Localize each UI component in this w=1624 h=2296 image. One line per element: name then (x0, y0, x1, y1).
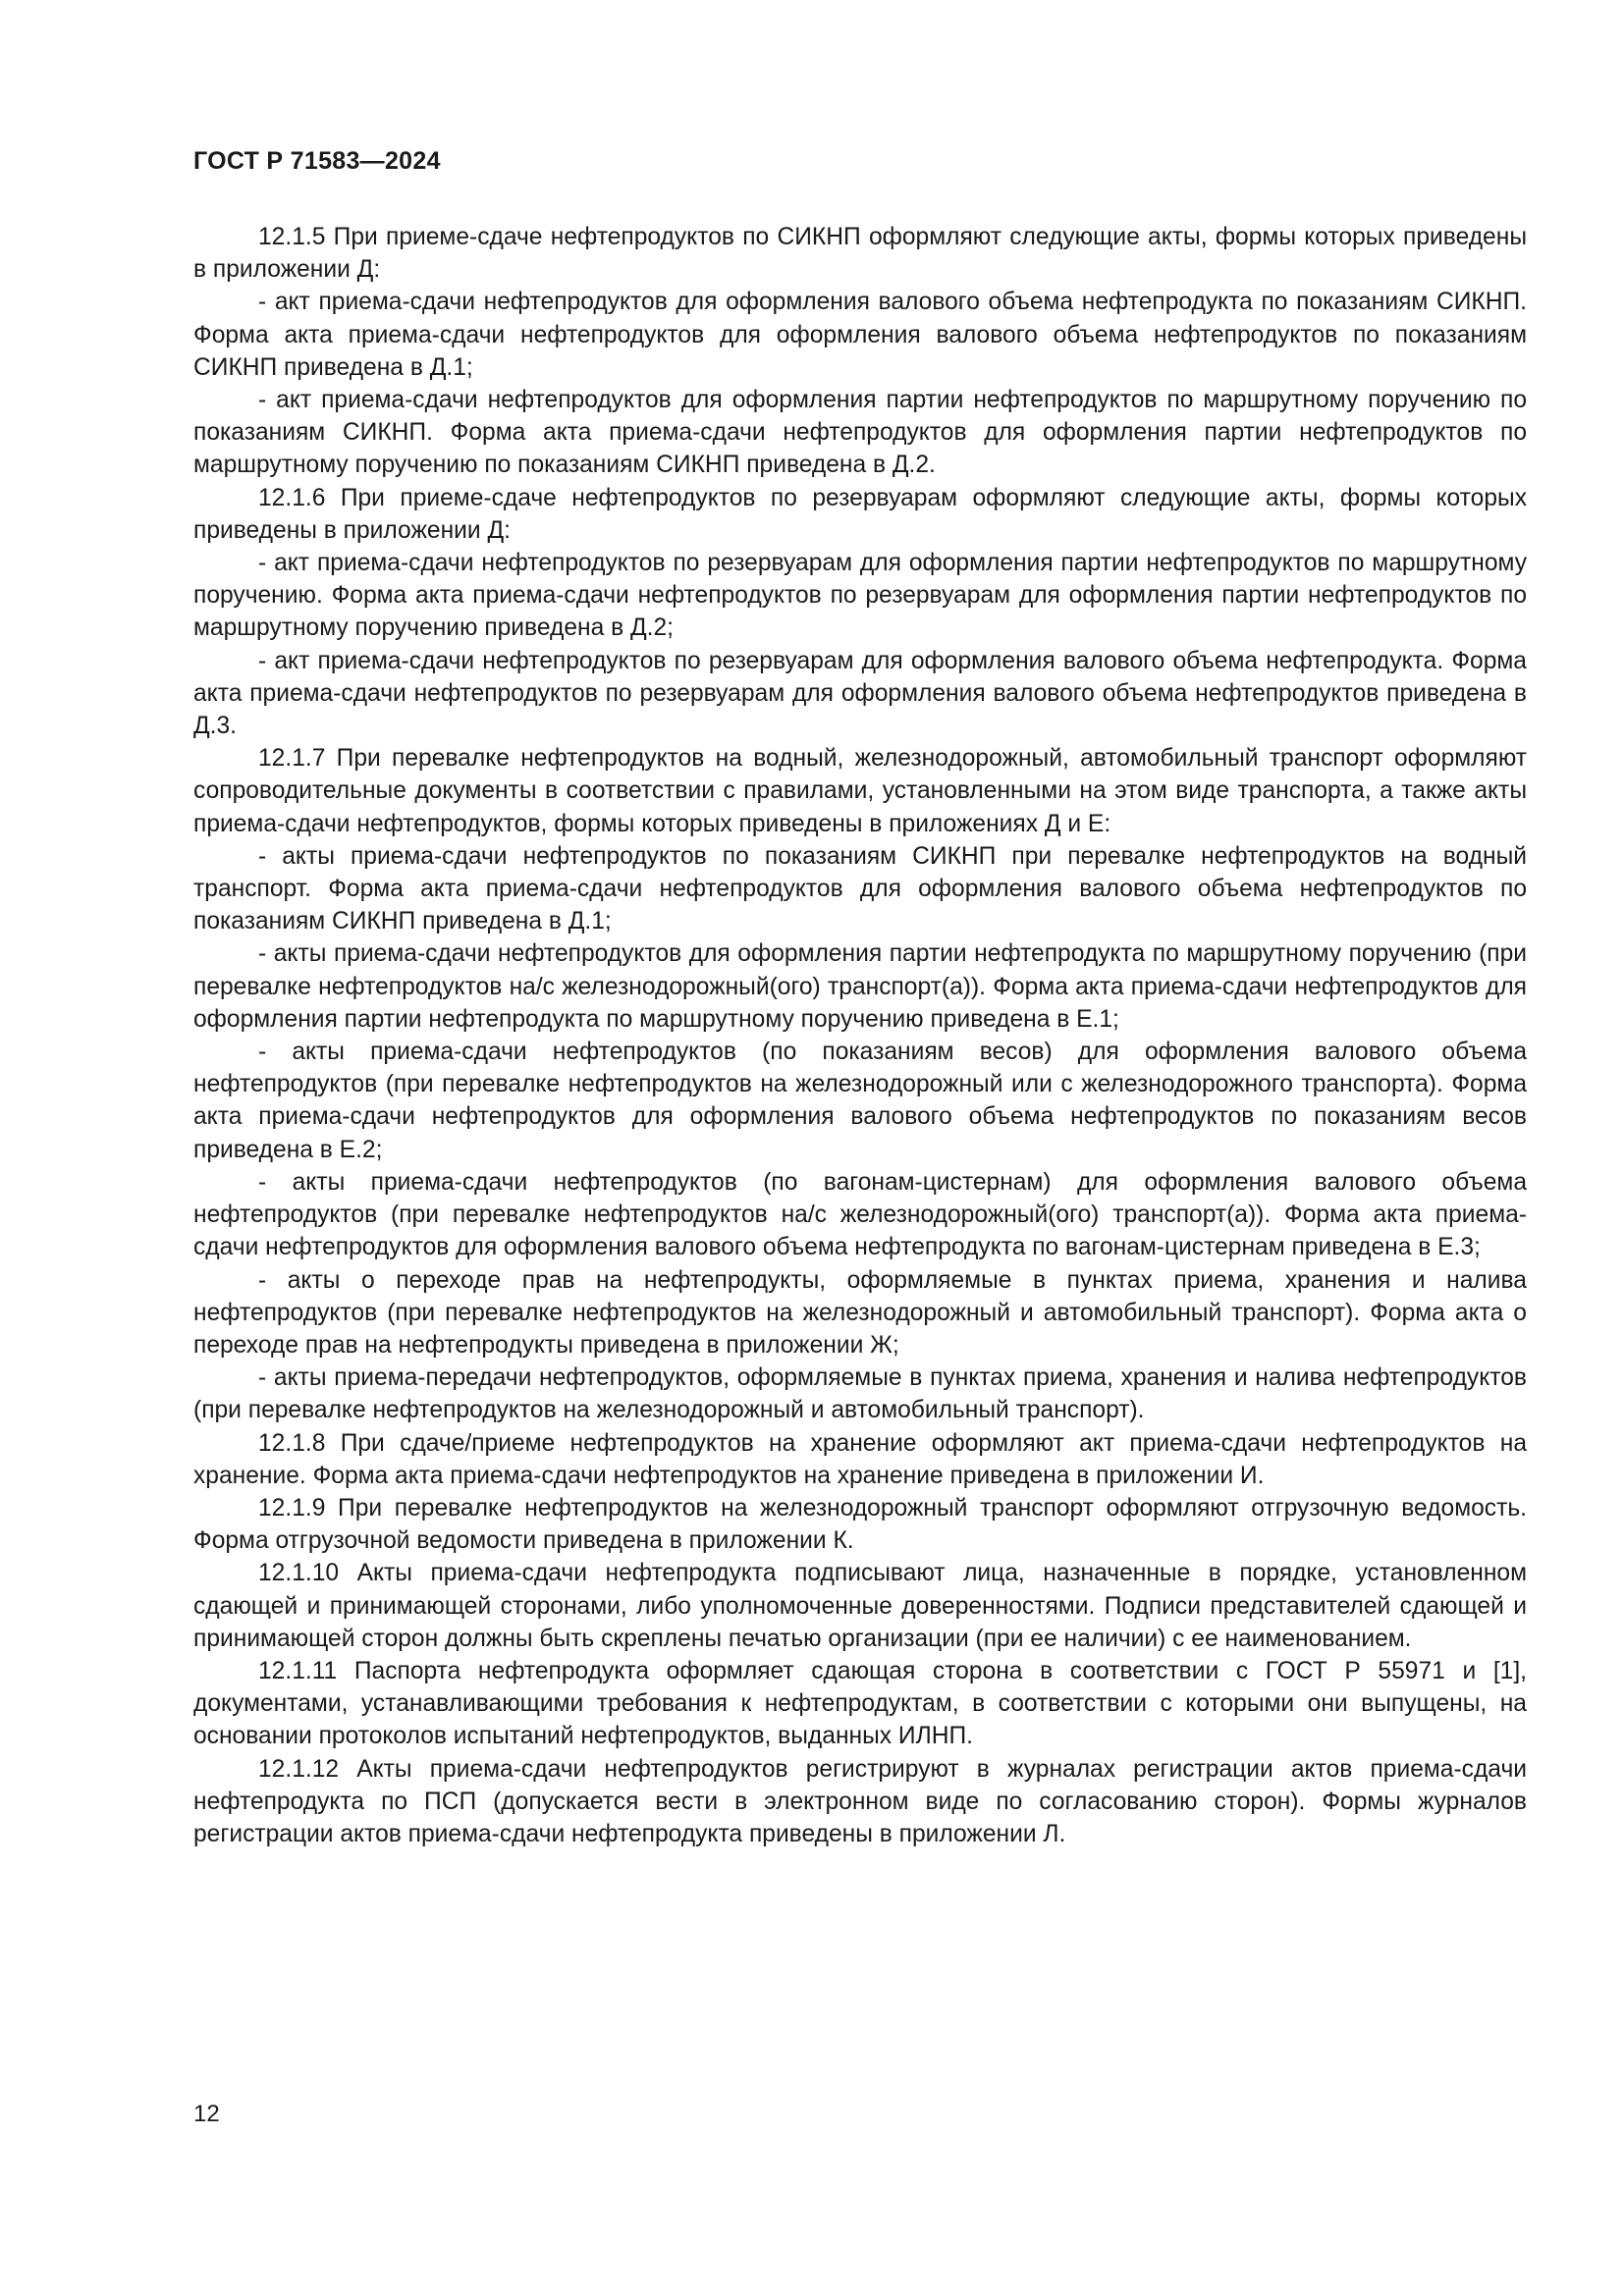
list-item: - акты приема-сдачи нефтепродуктов (по вагонам-цистернам) для оформления валового объема нефтепродуктов (при перевалке нефтепродуктов на/с железнодорожный(ого) транспорт(а)). Форма акта приема-сдачи нефтепродуктов для оформления валового объема нефтепродукта по вагонам-цистернам приведена в Е.3; (193, 1168, 1527, 1261)
list-item: - акт приема-сдачи нефтепродуктов для оформления партии нефтепродуктов по маршрутному поручению по показаниям СИКНП. Форма акта приема-сдачи нефтепродуктов для оформления партии нефтепродуктов по маршрутному поручению по показаниям СИКНП приведена в Д.2. (193, 387, 1527, 479)
list-item: - акты приема-сдачи нефтепродуктов по показаниям СИКНП при перевалке нефтепродуктов на водный транспорт. Форма акта приема-сдачи нефтепродуктов для оформления валового объема нефтепродуктов по показаниям СИКНП приведена в Д.1; (193, 842, 1527, 935)
list-item: - акт приема-сдачи нефтепродуктов по резервуарам для оформления партии нефтепродуктов по маршрутному поручению. Форма акта приема-сдачи нефтепродуктов по резервуарам для оформления партии нефтепродуктов по маршрутному поручению приведена в Д.2; (193, 550, 1527, 642)
document-body (193, 221, 1527, 1850)
paragraph-12-1-7: 12.1.7 При перевалке нефтепродуктов на водный, железнодорожный, автомобильный транспорт оформляют сопроводительные документы в соответствии с правилами, установленными на этом виде транспорта, а также акты приема-сдачи нефтепродуктов, формы которых приведены в приложениях Д и Е: (193, 745, 1527, 837)
list-item: - акты приема-передачи нефтепродуктов, оформляемые в пунктах приема, хранения и налива нефтепродуктов (при перевалке нефтепродуктов на железнодорожный и автомобильный транспорт). (193, 1364, 1527, 1424)
paragraph-12-1-5: 12.1.5 При приеме-сдаче нефтепродуктов по СИКНП оформляют следующие акты, формы которых приведены в приложении Д: (193, 224, 1527, 284)
list-item: - акт приема-сдачи нефтепродуктов для оформления валового объема нефтепродукта по показаниям СИКНП. Форма акта приема-сдачи нефтепродуктов для оформления валового объема нефтепродуктов по показаниям СИКНП приведена в Д.1; (193, 289, 1527, 381)
paragraph-12-1-9: 12.1.9 При перевалке нефтепродуктов на железнодорожный транспорт оформляют отгрузочную ведомость. Форма отгрузочной ведомости приведена в приложении К. (193, 1494, 1527, 1555)
document-header: ГОСТ Р 71583—2024 (193, 147, 441, 175)
list-item: - акты приема-сдачи нефтепродуктов для оформления партии нефтепродукта по маршрутному поручению (при перевалке нефтепродуктов на/с железнодорожный(ого) транспорт(а)). Форма акта приема-сдачи нефтепродуктов для оформления партии нефтепродукта по маршрутному поручению приведена в Е.1; (193, 940, 1527, 1033)
page-number: 12 (193, 2101, 220, 2127)
paragraph-12-1-12: 12.1.12 Акты приема-сдачи нефтепродуктов регистрируют в журналах регистрации актов приема-сдачи нефтепродукта по ПСП (допускается вести в электронном виде по согласованию сторон). Формы журналов регистрации актов приема-сдачи нефтепродукта приведены в приложении Л. (193, 1755, 1527, 1847)
list-item: - акт приема-сдачи нефтепродуктов по резервуарам для оформления валового объема нефтепродукта. Форма акта приема-сдачи нефтепродуктов по резервуарам для оформления валового объема нефтепродуктов приведена в Д.3. (193, 647, 1527, 740)
paragraph-12-1-8: 12.1.8 При сдаче/приеме нефтепродуктов на хранение оформляют акт приема-сдачи нефтепродуктов на хранение. Форма акта приема-сдачи нефтепродуктов на хранение приведена в приложении И. (193, 1429, 1527, 1489)
paragraph-12-1-11: 12.1.11 Паспорта нефтепродукта оформляет сдающая сторона в соответствии с ГОСТ Р 55971 и [1], документами, устанавливающими требования к нефтепродуктам, в соответствии с которыми они выпущены, на основании протоколов испытаний нефтепродуктов, выданных ИЛНП. (193, 1657, 1527, 1750)
list-item: - акты приема-сдачи нефтепродуктов (по показаниям весов) для оформления валового объема нефтепродуктов (при перевалке нефтепродуктов на железнодорожный или с железнодорожного транспорта). Форма акта приема-сдачи нефтепродуктов для оформления валового объема нефтепродуктов по показаниям весов приведена в Е.2; (193, 1039, 1527, 1163)
paragraph-12-1-10: 12.1.10 Акты приема-сдачи нефтепродукта подписывают лица, назначенные в порядке, установленном сдающей и принимающей сторонами, либо уполномоченные доверенностями. Подписи представителей сдающей и принимающей сторон должны быть скреплены печатью организации (при ее наличии) с ее наименованием. (193, 1560, 1527, 1652)
paragraph-12-1-6: 12.1.6 При приеме-сдаче нефтепродуктов по резервуарам оформляют следующие акты, формы которых приведены в приложении Д: (193, 484, 1527, 544)
list-item: - акты о переходе прав на нефтепродукты, оформляемые в пунктах приема, хранения и налива нефтепродуктов (при перевалке нефтепродуктов на железнодорожный и автомобильный транспорт). Форма акта о переходе прав на нефтепродукты приведена в приложении Ж; (193, 1266, 1527, 1359)
